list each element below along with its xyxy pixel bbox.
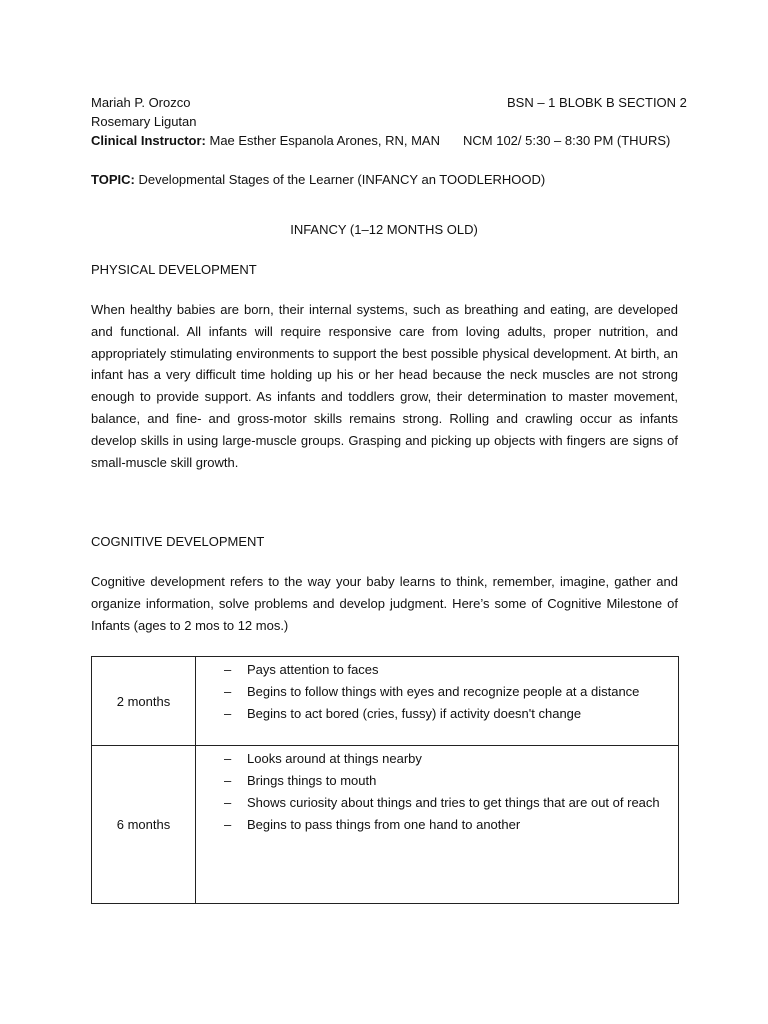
main-heading: INFANCY (1–12 MONTHS OLD): [290, 222, 478, 237]
milestones-cell: [196, 746, 679, 904]
list-item: – Brings things to mouth: [220, 770, 670, 792]
topic-text: Developmental Stages of the Learner (INFANCY an TOODLERHOOD): [138, 172, 546, 187]
age-cell: 2 months: [92, 657, 196, 746]
author-name-2: Rosemary Ligutan: [91, 114, 197, 129]
schedule-info: NCM 102/ 5:30 – 8:30 PM (THURS): [463, 133, 671, 148]
age-cell: 6 months: [92, 746, 196, 904]
table-row: [92, 657, 679, 746]
list-item: – Begins to act bored (cries, fussy) if activity doesn't change: [220, 703, 670, 725]
instructor-label: Clinical Instructor:: [91, 133, 206, 148]
milestones-table: [91, 656, 679, 904]
list-item: – Shows curiosity about things and tries to get things that are out of reach: [220, 792, 670, 814]
milestones-cell: [196, 657, 679, 746]
instructor-line: [91, 131, 440, 151]
list-item: – Begins to pass things from one hand to another: [220, 814, 670, 836]
list-item: – Pays attention to faces: [220, 659, 670, 681]
milestone-list: [220, 659, 670, 725]
list-item: – Looks around at things nearby: [220, 748, 670, 770]
physical-heading: PHYSICAL DEVELOPMENT: [91, 262, 257, 277]
instructor-name: Mae Esther Espanola Arones, RN, MAN: [209, 133, 440, 148]
section-info: BSN – 1 BLOBK B SECTION 2: [507, 95, 687, 110]
cognitive-paragraph: Cognitive development refers to the way your baby learns to think, remember, imagine, gather and organize information, solve problems and develop judgment. Here’s some of Cognitive Milestone of Infants (ages to 2 mos to 12 mos.): [91, 574, 678, 633]
physical-paragraph: When healthy babies are born, their internal systems, such as breathing and eating, are developed and functional. All infants will require responsive care from loving adults, proper nutrition, and appropriately stimulating environments to support the best possible physical development. At birth, an infant has a very difficult time holding up his or her head because the neck muscles are not strong enough to provide support. As infants and toddlers grow, their determination to master movement, balance, and fine- and gross-motor skills remains strong. Rolling and crawling occur as infants develop skills in using large-muscle groups. Grasping and picking up objects with fingers are signs of small-muscle skill growth.: [91, 302, 678, 470]
table-row: [92, 746, 679, 904]
list-item: – Begins to follow things with eyes and recognize people at a distance: [220, 681, 670, 703]
author-name-1: Mariah P. Orozco: [91, 95, 191, 110]
cognitive-heading: COGNITIVE DEVELOPMENT: [91, 534, 265, 549]
topic-label: TOPIC:: [91, 172, 135, 187]
topic-line: [91, 170, 545, 190]
milestone-list: [220, 748, 670, 836]
